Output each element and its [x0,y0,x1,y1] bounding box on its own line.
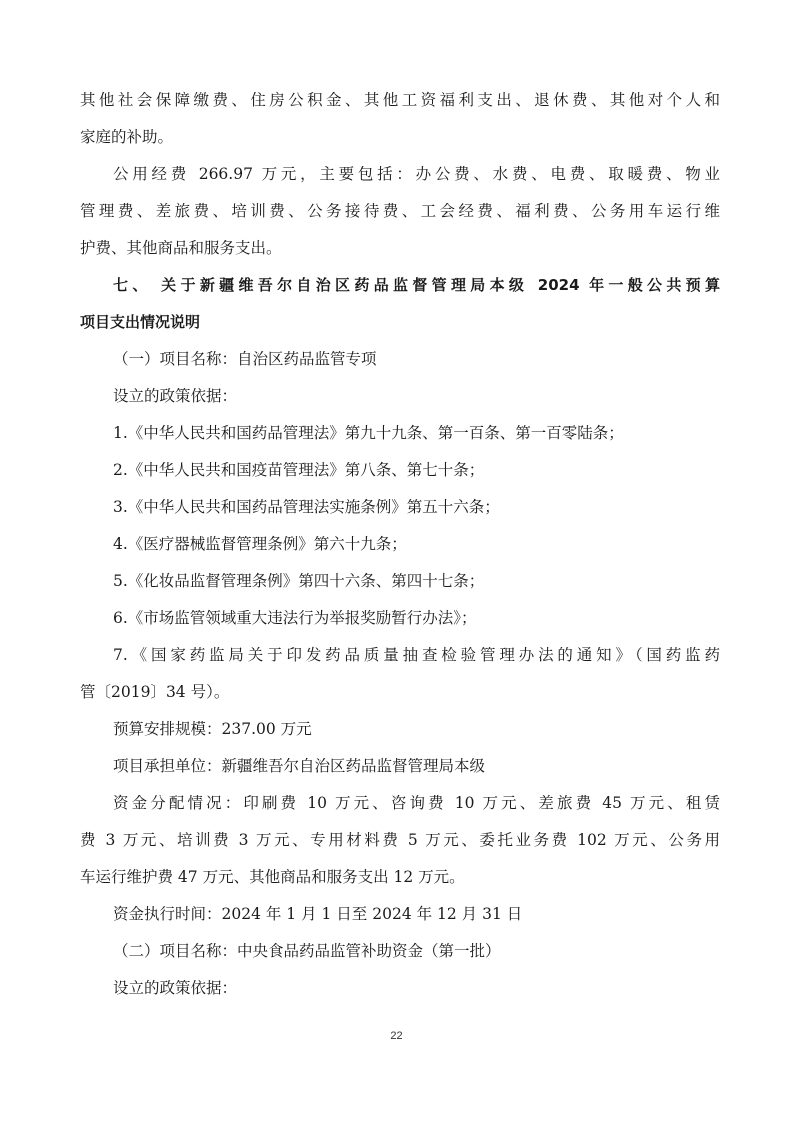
policy-item: 5.《化妆品监督管理条例》第四十六条、第四十七条； [113,572,485,590]
project-name: （二）项目名称：中央食品药品监管补助资金（第一批） [113,942,501,960]
policy-item-cont: 管〔2019〕34 号）。 [80,683,230,701]
policy-item: 3.《中华人民共和国药品管理法实施条例》第五十六条； [113,498,500,516]
fund-allocation-cont: 车运行维护费 47 万元、其他商品和服务支出 12 万元。 [80,868,465,886]
policy-item: 1.《中华人民共和国药品管理法》第九十九条、第一百条、第一百零陆条； [113,424,624,442]
policy-basis-label: 设立的政策依据： [113,387,238,405]
fund-allocation-cont: 费 3 万元、培训费 3 万元、专用材料费 5 万元、委托业务费 102 万元、公务用 [80,831,720,849]
section-heading-cont: 项目支出情况说明 [80,313,201,331]
fund-allocation: 资金分配情况：印刷费 10 万元、咨询费 10 万元、差旅费 45 万元、租赁 [113,794,720,812]
policy-item: 7.《国家药监局关于印发药品质量抽查检验管理办法的通知》（国药监药 [113,646,720,664]
policy-item: 4.《医疗器械监督管理条例》第六十九条； [113,535,407,553]
paragraph-line: 护费、其他商品和服务支出。 [80,239,282,257]
execution-time: 资金执行时间：2024 年 1 月 1 日至 2024 年 12 月 31 日 [113,905,523,923]
budget-scale: 预算安排规模：237.00 万元 [113,720,312,738]
page-number: 22 [390,1030,403,1042]
paragraph-line: 公用经费 266.97 万元，主要包括：办公费、水费、电费、取暖费、物业 [113,165,720,183]
undertaking-unit: 项目承担单位：新疆维吾尔自治区药品监督管理局本级 [113,757,486,775]
paragraph-line: 家庭的补助。 [80,128,174,146]
paragraph-line: 管理费、差旅费、培训费、公务接待费、工会经费、福利费、公务用车运行维 [80,202,720,220]
policy-basis-label: 设立的政策依据： [113,979,238,997]
paragraph-line: 其他社会保障缴费、住房公积金、其他工资福利支出、退休费、其他对个人和 [80,91,720,109]
project-name: （一）项目名称：自治区药品监管专项 [113,350,377,368]
policy-item: 2.《中华人民共和国疫苗管理法》第八条、第七十条； [113,461,485,479]
section-heading: 七、 关于新疆维吾尔自治区药品监督管理局本级 2024 年一般公共预算 [113,276,720,294]
policy-item: 6.《市场监管领域重大违法行为举报奖励暂行办法》； [113,609,477,627]
